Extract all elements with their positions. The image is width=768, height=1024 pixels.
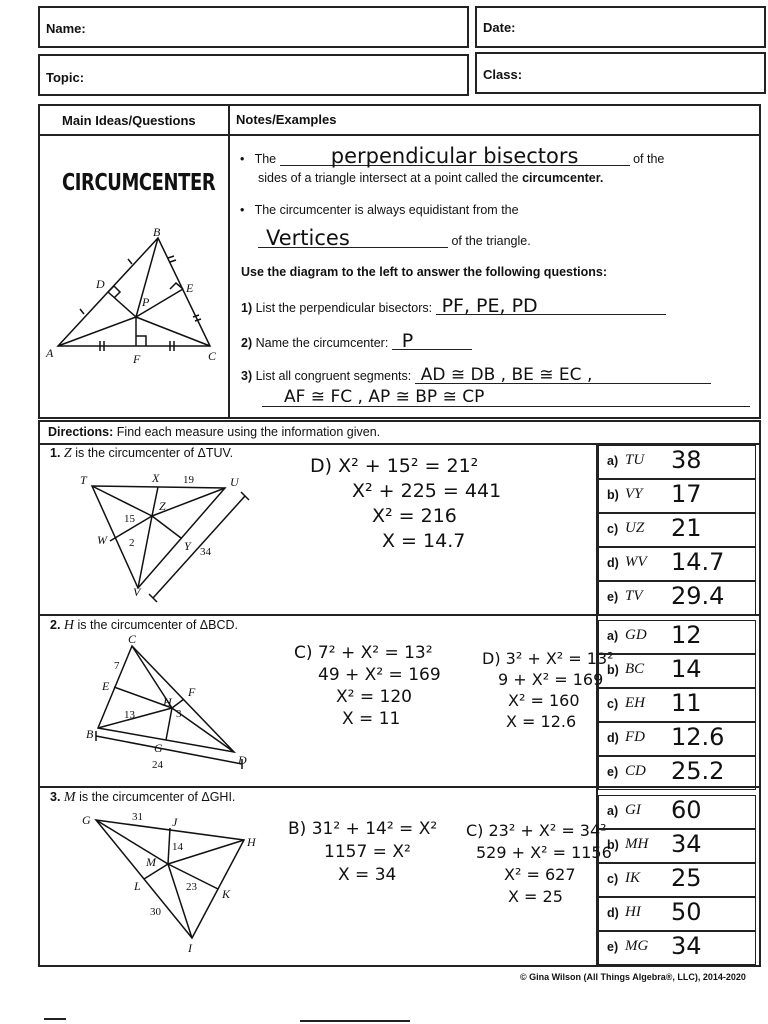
problem-1-statement: 1. Z is the circumcenter of ΔTUV. bbox=[50, 446, 234, 461]
answer-1e[interactable]: e) TV 29.4 bbox=[598, 581, 756, 615]
notes-header: Notes/Examples bbox=[236, 112, 337, 127]
q2-answer: P bbox=[392, 333, 472, 350]
answer-1a[interactable]: a) TU 38 bbox=[598, 445, 756, 479]
bullet-1 bbox=[240, 144, 755, 168]
label-F: F bbox=[188, 685, 196, 699]
label-G: G bbox=[82, 813, 91, 827]
answer-2b[interactable]: b) BC 14 bbox=[598, 654, 756, 688]
answer-3b[interactable]: b) MH 34 bbox=[598, 829, 756, 863]
bottom-mark-left bbox=[44, 1018, 66, 1020]
triangle-diagram-1 bbox=[70, 468, 280, 608]
bullet-2-line2: Vertices of the triangle. bbox=[258, 229, 531, 248]
label-D: D bbox=[238, 753, 247, 767]
class-label: Class: bbox=[483, 67, 523, 82]
label-A: A bbox=[46, 346, 54, 360]
label-C: C bbox=[208, 349, 217, 363]
answer-2d[interactable]: d) FD 12.6 bbox=[598, 722, 756, 756]
answer-1b[interactable]: b) VY 17 bbox=[598, 479, 756, 513]
bullet1-answer: perpendicular bisectors bbox=[280, 147, 630, 166]
label-B: B bbox=[153, 225, 161, 239]
copyright-footer: © Gina Wilson (All Things Algebra®, LLC), 2014-2020 bbox=[520, 972, 746, 982]
answer-2e[interactable]: e) CD 25.2 bbox=[598, 756, 756, 790]
answer-2a[interactable]: a) GD 12 bbox=[598, 620, 756, 654]
bullet-2: • The circumcenter is always equidistant from the bbox=[240, 203, 519, 217]
problem-3-work-2: C) 23² + X² = 34² 529 + X² = 1156 X² = 627 X = 25 bbox=[466, 821, 612, 906]
answer-1c[interactable]: c) UZ 21 bbox=[598, 513, 756, 547]
topic-label: Topic: bbox=[46, 70, 85, 85]
name-label: Name: bbox=[46, 21, 86, 36]
problem-2-work-2: D) 3² + X² = 13² 9 + X² = 169 X² = 160 X = 12.6 bbox=[482, 649, 614, 731]
answer-3c[interactable]: c) IK 25 bbox=[598, 863, 756, 897]
label-3: 3 bbox=[176, 708, 182, 720]
label-W: W bbox=[97, 533, 107, 547]
answer-1d[interactable]: d) WV 14.7 bbox=[598, 547, 756, 581]
instructions: Use the diagram to the left to answer the following questions: bbox=[241, 265, 608, 279]
problem-2-work: C) 7² + X² = 13² 49 + X² = 169 X² = 120 X = 11 bbox=[294, 643, 441, 729]
label-K: K bbox=[222, 887, 231, 901]
answer-3a[interactable]: a) GI 60 bbox=[598, 795, 756, 829]
label-23: 23 bbox=[186, 881, 197, 893]
question-3: 3) List all congruent segments: AD ≅ DB , BE ≅ EC , bbox=[241, 367, 711, 384]
problem-2-statement: 2. H is the circumcenter of ΔBCD. bbox=[50, 618, 239, 633]
question-2: 2) Name the circumcenter: P bbox=[241, 333, 472, 350]
label-E: E bbox=[102, 679, 110, 693]
question-1: 1) List the perpendicular bisectors: PF, PE, PD bbox=[241, 298, 666, 315]
label-P: P bbox=[142, 295, 150, 309]
label-D: D bbox=[96, 277, 105, 291]
label-H: H bbox=[247, 835, 256, 849]
label-34: 34 bbox=[200, 546, 211, 558]
label-C: C bbox=[128, 632, 137, 646]
triangle-diagram-2 bbox=[84, 632, 264, 782]
directions: Directions: Find each measure using the information given. bbox=[48, 425, 381, 439]
label-L: L bbox=[134, 879, 141, 893]
label-E: E bbox=[186, 281, 194, 295]
label-Y: Y bbox=[184, 539, 191, 553]
label-V: V bbox=[133, 585, 141, 599]
bottom-mark-center bbox=[300, 1020, 410, 1022]
answer-3e[interactable]: e) MG 34 bbox=[598, 931, 756, 965]
problem-3-statement: 3. M is the circumcenter of ΔGHI. bbox=[50, 790, 236, 805]
class-field[interactable] bbox=[475, 52, 766, 94]
label-M: M bbox=[146, 855, 156, 869]
label-19: 19 bbox=[183, 474, 194, 486]
bullet1-pre: The bbox=[254, 152, 277, 166]
name-field[interactable] bbox=[38, 6, 469, 48]
q3-answer-line1: AD ≅ DB , BE ≅ EC , bbox=[415, 367, 711, 384]
triangle-diagram-main bbox=[40, 220, 230, 370]
label-15: 15 bbox=[124, 513, 135, 525]
q1-answer: PF, PE, PD bbox=[436, 298, 666, 315]
label-31: 31 bbox=[132, 811, 143, 823]
label-H: H bbox=[163, 695, 172, 709]
answer-2c[interactable]: c) EH 11 bbox=[598, 688, 756, 722]
label-B: B bbox=[86, 727, 94, 741]
topic-title: CIRCUMCENTER bbox=[62, 170, 216, 196]
answer-3d[interactable]: d) HI 50 bbox=[598, 897, 756, 931]
bullet-dot: • bbox=[240, 152, 252, 166]
label-F: F bbox=[133, 352, 141, 366]
column-header-divider bbox=[38, 134, 761, 136]
label-13: 13 bbox=[124, 709, 135, 721]
label-30: 30 bbox=[150, 906, 161, 918]
bullet2-answer: Vertices bbox=[258, 229, 448, 248]
date-label: Date: bbox=[483, 20, 516, 35]
bullet1-post: of the bbox=[633, 152, 665, 166]
label-7: 7 bbox=[114, 660, 120, 672]
topic-field[interactable] bbox=[38, 54, 469, 96]
problem-3-work: B) 31² + 14² = X² 1157 = X² X = 34 bbox=[288, 819, 438, 885]
q3-answer-line2: AF ≅ FC , AP ≅ BP ≅ CP bbox=[262, 388, 750, 407]
date-field[interactable] bbox=[475, 6, 766, 48]
label-T: T bbox=[80, 473, 87, 487]
main-ideas-header: Main Ideas/Questions bbox=[62, 113, 196, 128]
problem-1-work: D) X² + 15² = 21² X² + 225 = 441 X² = 216 X = 14.7 bbox=[310, 455, 502, 552]
label-14: 14 bbox=[172, 841, 183, 853]
label-J: J bbox=[172, 815, 178, 829]
bullet-1-line2: sides of a triangle intersect at a point called the circumcenter. bbox=[258, 171, 604, 185]
label-U: U bbox=[230, 475, 239, 489]
triangle-diagram-3 bbox=[80, 808, 270, 958]
label-I: I bbox=[188, 941, 192, 955]
label-Z: Z bbox=[159, 499, 166, 513]
label-G: G bbox=[154, 741, 163, 755]
label-24: 24 bbox=[152, 759, 163, 771]
label-X: X bbox=[152, 471, 160, 485]
label-2: 2 bbox=[129, 537, 135, 549]
